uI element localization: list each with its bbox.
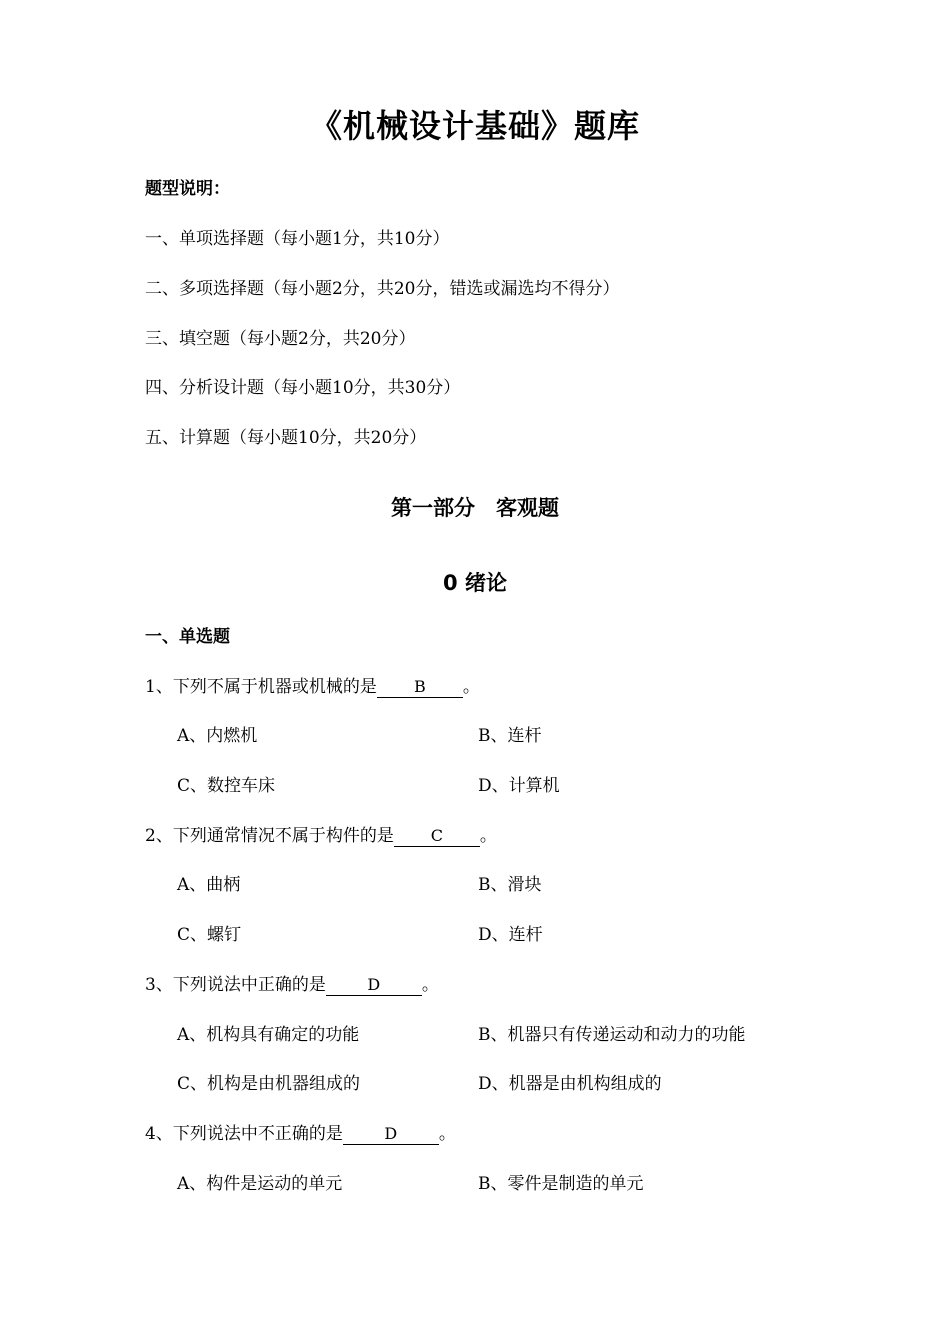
question-1 <box>145 675 480 699</box>
question-4 <box>145 1122 456 1146</box>
question-type-5: 五、计算题（每小题10分，共20分） <box>145 428 427 448</box>
answer-blank: C <box>394 826 480 847</box>
question-stem: 4、下列说法中不正确的是 <box>145 1124 343 1144</box>
question-2 <box>145 824 497 848</box>
question-stem: 3、下列说法中正确的是 <box>145 975 326 995</box>
question-end: 。 <box>462 677 480 697</box>
option-a: A、内燃机 <box>177 726 258 746</box>
option-b: B、机器只有传递运动和动力的功能 <box>478 1025 746 1045</box>
answer-blank: D <box>326 975 422 996</box>
option-a: A、机构具有确定的功能 <box>177 1025 360 1045</box>
answer-blank: D <box>343 1124 439 1145</box>
option-a: A、曲柄 <box>177 875 241 895</box>
document-title: 《机械设计基础》题库 <box>309 107 640 145</box>
option-a: A、构件是运动的单元 <box>177 1174 343 1194</box>
option-b: B、滑块 <box>478 875 542 895</box>
answer-blank: B <box>377 677 463 698</box>
question-stem: 2、下列通常情况不属于构件的是 <box>145 826 394 846</box>
option-d: D、机器是由机构组成的 <box>478 1074 662 1094</box>
part-heading: 第一部分 客观题 <box>391 496 559 520</box>
chapter-heading: 0 绪论 <box>443 571 507 595</box>
question-3 <box>145 973 439 997</box>
question-type-2: 二、多项选择题（每小题2分，共20分，错选或漏选均不得分） <box>145 279 620 299</box>
option-d: D、计算机 <box>478 776 560 796</box>
option-c: C、螺钉 <box>177 925 242 945</box>
question-types-label: 题型说明： <box>145 179 230 199</box>
option-c: C、数控车床 <box>177 776 276 796</box>
question-type-3: 三、填空题（每小题2分，共20分） <box>145 329 416 349</box>
option-b: B、连杆 <box>478 726 542 746</box>
question-end: 。 <box>438 1124 456 1144</box>
question-end: 。 <box>421 975 439 995</box>
question-end: 。 <box>479 826 497 846</box>
option-d: D、连杆 <box>478 925 543 945</box>
option-b: B、零件是制造的单元 <box>478 1174 644 1194</box>
question-stem: 1、下列不属于机器或机械的是 <box>145 677 377 697</box>
section-heading: 一、单选题 <box>145 627 230 647</box>
question-type-1: 一、单项选择题（每小题1分，共10分） <box>145 229 450 249</box>
option-c: C、机构是由机器组成的 <box>177 1074 361 1094</box>
question-type-4: 四、分析设计题（每小题10分，共30分） <box>145 378 461 398</box>
